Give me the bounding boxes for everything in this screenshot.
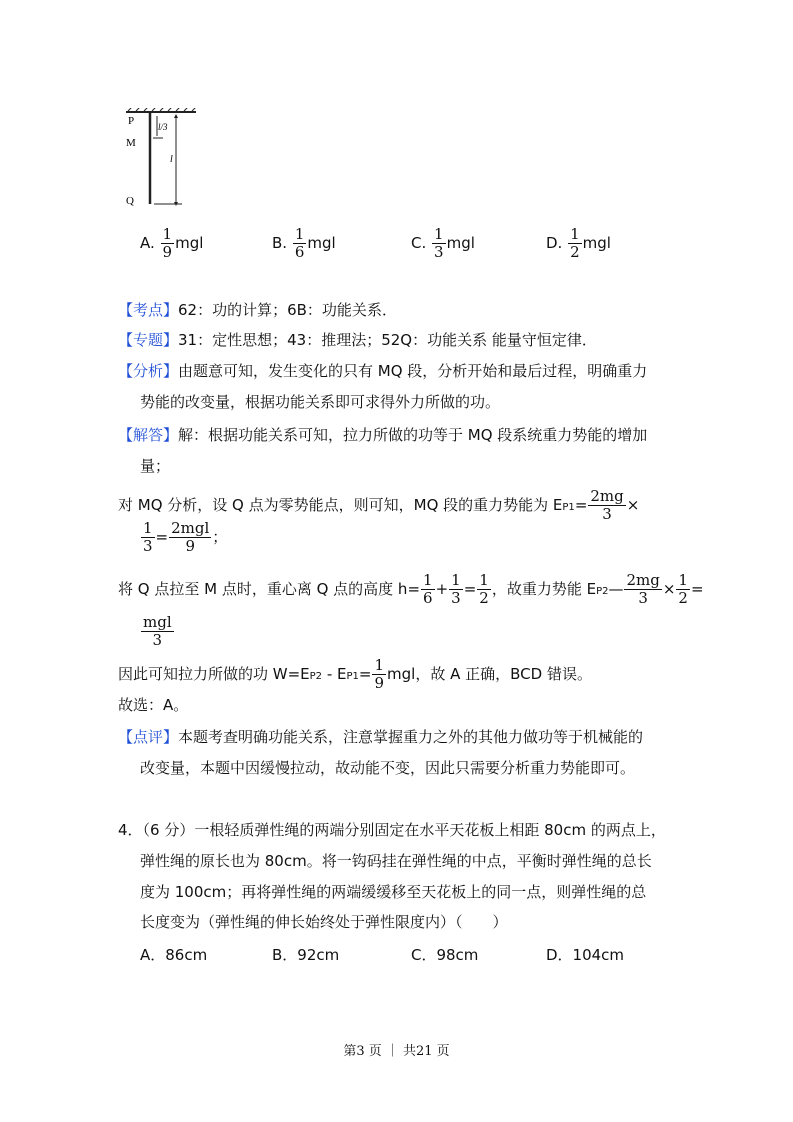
q4-option-d: D．104cm — [546, 946, 625, 964]
q4-line-1: 4．（6 分）一根轻质弹性绳的两端分别固定在水平天花板上相距 80cm 的两点上， — [118, 821, 666, 839]
solution-line-6: mgl 3 — [143, 613, 172, 649]
q4-line-4: 长度变为（弹性绳的伸长始终处于弹性限度内）（ ） — [140, 913, 508, 931]
page-footer: 第3 页 ｜ 共21 页 — [343, 1044, 450, 1059]
kaodian-line: 【考点】62：功的计算；6B：功能关系． — [118, 301, 397, 319]
q4-option-c: C．98cm — [411, 946, 479, 964]
q3-option-d: D. $\frac{1}{2}$ mgl — [546, 225, 611, 261]
dianping-line-2: 改变量，本题中因缓慢拉动，故动能不变，因此只需要分析重力势能即可。 — [140, 759, 636, 777]
zhuanti-line: 【专题】31：定性思想；43：推理法；52Q：功能关系 能量守恒定律． — [118, 331, 597, 349]
q4-line-2: 弹性绳的原长也为 80cm。将一钩码挂在弹性绳的中点，平衡时弹性绳的总长 — [140, 852, 652, 870]
jieda-line: 【解答】解：根据功能关系可知，拉力所做的功等于 MQ 段系统重力势能的增加 — [118, 426, 648, 444]
label-l: l — [170, 154, 173, 165]
solution-line-7: 因此可知拉力所做的功 W=EP2 - EP1= $\frac{1}{9}$ mgl，故 A 正确，BCD 错误。 — [118, 656, 592, 692]
label-Q: Q — [126, 195, 134, 207]
answer-line: 故选：A。 — [118, 696, 189, 714]
q3-option-c: C. $\frac{1}{3}$ mgl — [411, 225, 475, 261]
label-P: P — [128, 115, 135, 127]
solution-line-5: 将 Q 点拉至 M 点时，重心离 Q 点的高度 h= $\frac{1}{6}$ + $\frac{1}{3}$ = $\frac{1}{2}$ ，故重力势能 EP2— $\frac{2mg}{3}$ × $\frac{1}{2}$ = — [118, 571, 704, 607]
q3-option-b: B. $\frac{1}{6}$ mgl — [272, 225, 336, 261]
q4-option-b: B．92cm — [272, 946, 340, 964]
fenxi-line: 【分析】由题意可知，发生变化的只有 MQ 段，分析开始和最后过程，明确重力 — [118, 362, 648, 380]
solution-line-4: $\frac{1}{3}$ = 2mgl 9 ； — [143, 519, 228, 555]
fenxi-line-2: 势能的改变量，根据功能关系即可求得外力所做的功。 — [140, 393, 501, 411]
jieda-line-2: 量； — [140, 457, 171, 475]
label-M: M — [126, 137, 136, 149]
dianping-line: 【点评】本题考查明确功能关系，注意掌握重力之外的其他力做功等于机械能的 — [118, 728, 644, 746]
q3-option-a: A. $\frac{1}{9}$ mgl — [140, 225, 204, 261]
q4-line-3: 度为 100cm；再将弹性绳的两端缓缓移至天花板上的同一点，则弹性绳的总 — [140, 883, 647, 901]
rope-diagram — [124, 108, 204, 208]
label-l-third: l/3 — [158, 122, 168, 132]
solution-line-3: 对 MQ 分析，设 Q 点为零势能点，则可知，MQ 段的重力势能为 EP1= $\frac{2mg}{3}$ × — [118, 487, 640, 523]
q4-option-a: A．86cm — [140, 946, 208, 964]
